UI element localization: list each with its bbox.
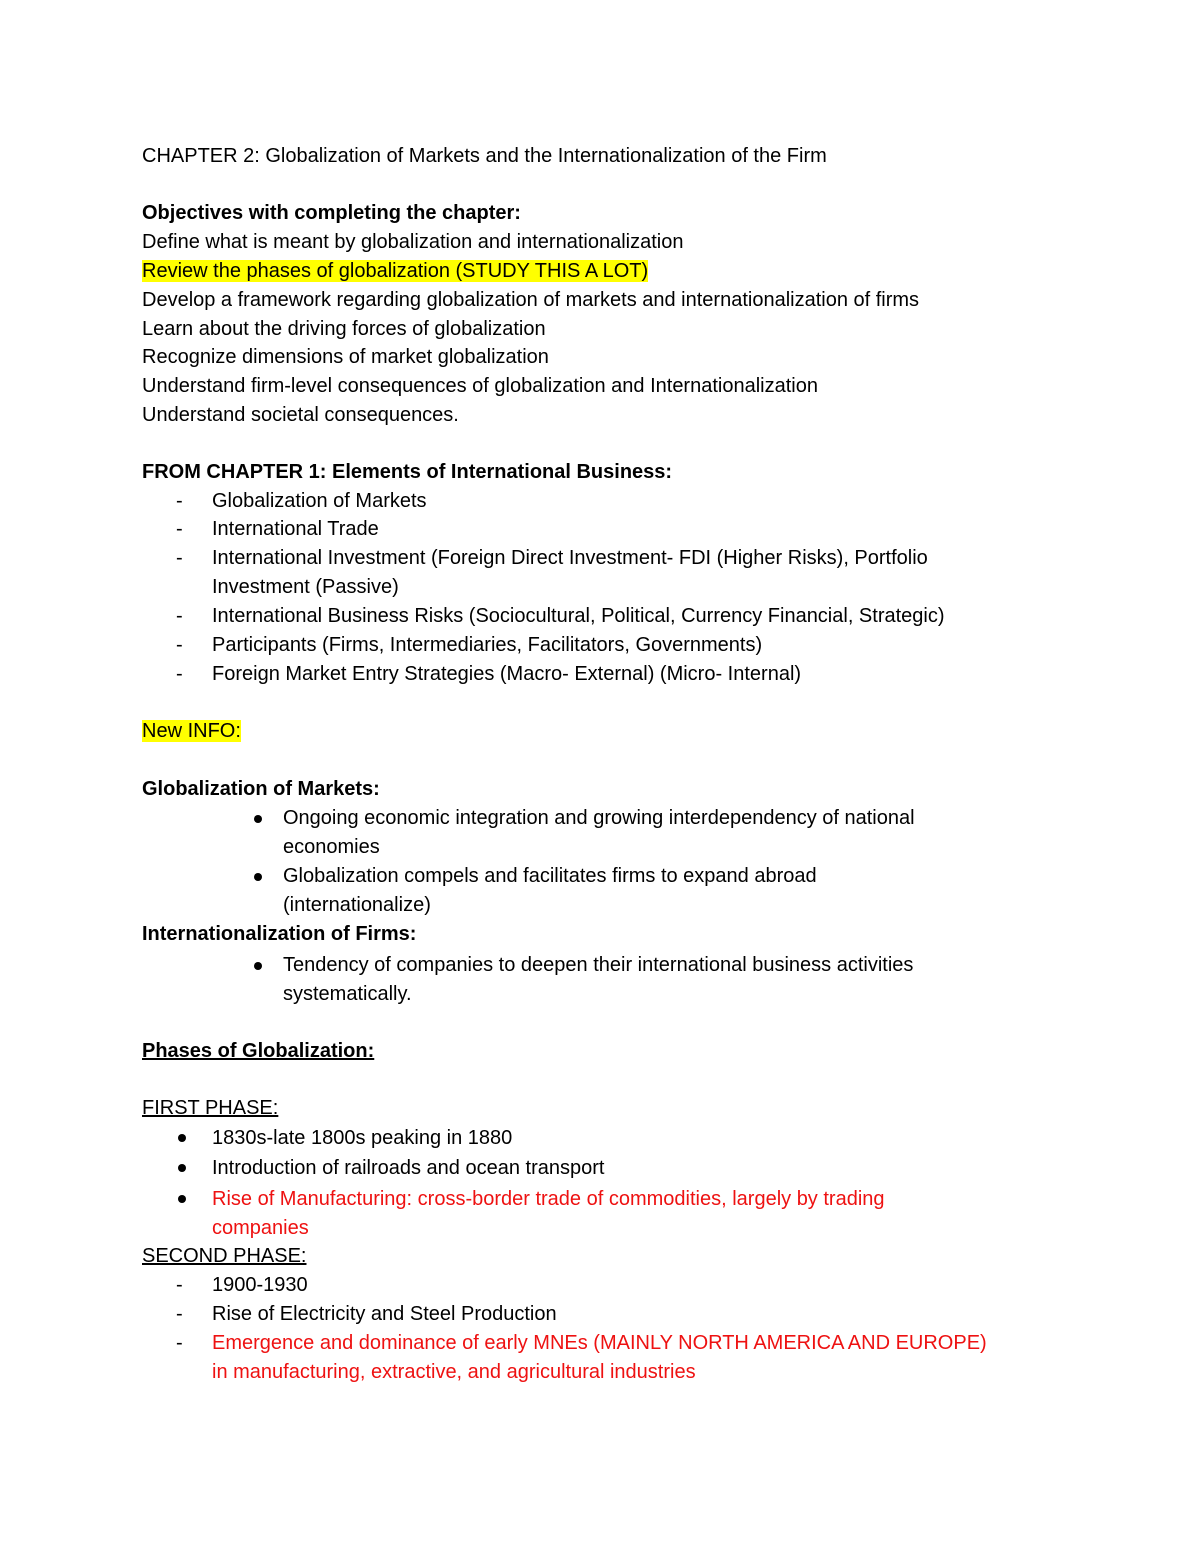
- dash-marker: -: [176, 634, 183, 656]
- chapter1-item: International Trade: [212, 518, 379, 540]
- dash-marker: -: [176, 605, 183, 627]
- globalization-bullet-continued: economies: [283, 836, 380, 858]
- bullet-icon: [254, 962, 262, 970]
- chapter1-item: Foreign Market Entry Strategies (Macro- External) (Micro- Internal): [212, 663, 802, 685]
- new-info-text: New INFO:: [142, 720, 241, 742]
- dash-marker: -: [176, 1303, 183, 1325]
- bullet-icon: [178, 1195, 186, 1203]
- bullet-icon: [254, 815, 262, 823]
- globalization-bullet: Globalization compels and facilitates firms to expand abroad: [283, 865, 817, 887]
- chapter1-item: Globalization of Markets: [212, 490, 427, 512]
- bullet-icon: [254, 873, 262, 881]
- dash-marker: -: [176, 518, 183, 540]
- internationalization-bullet-continued: systematically.: [283, 983, 412, 1005]
- second-phase-item-emphasis-continued: in manufacturing, extractive, and agricultural industries: [212, 1361, 696, 1383]
- second-phase-item: Rise of Electricity and Steel Production: [212, 1303, 557, 1325]
- internationalization-bullet: Tendency of companies to deepen their international business activities: [283, 954, 914, 976]
- dash-marker: -: [176, 490, 183, 512]
- objective-item: Recognize dimensions of market globalization: [142, 346, 549, 368]
- first-phase-label: FIRST PHASE:: [142, 1097, 279, 1119]
- objective-item: Understand societal consequences.: [142, 404, 459, 426]
- highlighted-text: Review the phases of globalization (STUDY THIS A LOT): [142, 260, 649, 282]
- dash-marker: -: [176, 663, 183, 685]
- chapter1-heading: FROM CHAPTER 1: Elements of International Business:: [142, 461, 673, 483]
- second-phase-label: SECOND PHASE:: [142, 1245, 307, 1267]
- dash-marker: -: [176, 1274, 183, 1296]
- chapter1-item: International Business Risks (Sociocultural, Political, Currency Financial, Strategic): [212, 605, 945, 627]
- new-info-label: [142, 717, 241, 746]
- objectives-heading: Objectives with completing the chapter:: [142, 202, 521, 224]
- chapter-title: CHAPTER 2: Globalization of Markets and the Internationalization of the Firm: [142, 145, 827, 167]
- dash-marker: -: [176, 1332, 183, 1354]
- globalization-bullet: Ongoing economic integration and growing interdependency of national: [283, 807, 915, 829]
- second-phase-item: 1900-1930: [212, 1274, 308, 1296]
- phases-heading: Phases of Globalization:: [142, 1040, 375, 1062]
- first-phase-item-emphasis: Rise of Manufacturing: cross-border trade of commodities, largely by trading: [212, 1188, 885, 1210]
- first-phase-item: 1830s-late 1800s peaking in 1880: [212, 1127, 513, 1149]
- second-phase-item-emphasis: Emergence and dominance of early MNEs (MAINLY NORTH AMERICA AND EUROPE): [212, 1332, 987, 1354]
- objective-item: Understand firm-level consequences of globalization and Internationalization: [142, 375, 818, 397]
- globalization-bullet-continued: (internationalize): [283, 894, 431, 916]
- chapter1-item-continued: Investment (Passive): [212, 576, 399, 598]
- chapter1-item: Participants (Firms, Intermediaries, Facilitators, Governments): [212, 634, 763, 656]
- objective-item: Develop a framework regarding globalization of markets and internationalization of firms: [142, 289, 920, 311]
- chapter1-item: International Investment (Foreign Direct Investment- FDI (Higher Risks), Portfolio: [212, 547, 928, 569]
- objective-item-highlighted: [142, 257, 648, 286]
- objective-item: Learn about the driving forces of globalization: [142, 318, 546, 340]
- bullet-icon: [178, 1164, 186, 1172]
- globalization-heading: Globalization of Markets:: [142, 778, 380, 800]
- bullet-icon: [178, 1134, 186, 1142]
- first-phase-item-emphasis-continued: companies: [212, 1217, 309, 1239]
- internationalization-heading: Internationalization of Firms:: [142, 923, 417, 945]
- dash-marker: -: [176, 547, 183, 569]
- first-phase-item: Introduction of railroads and ocean transport: [212, 1157, 605, 1179]
- objective-item: Define what is meant by globalization and internationalization: [142, 231, 684, 253]
